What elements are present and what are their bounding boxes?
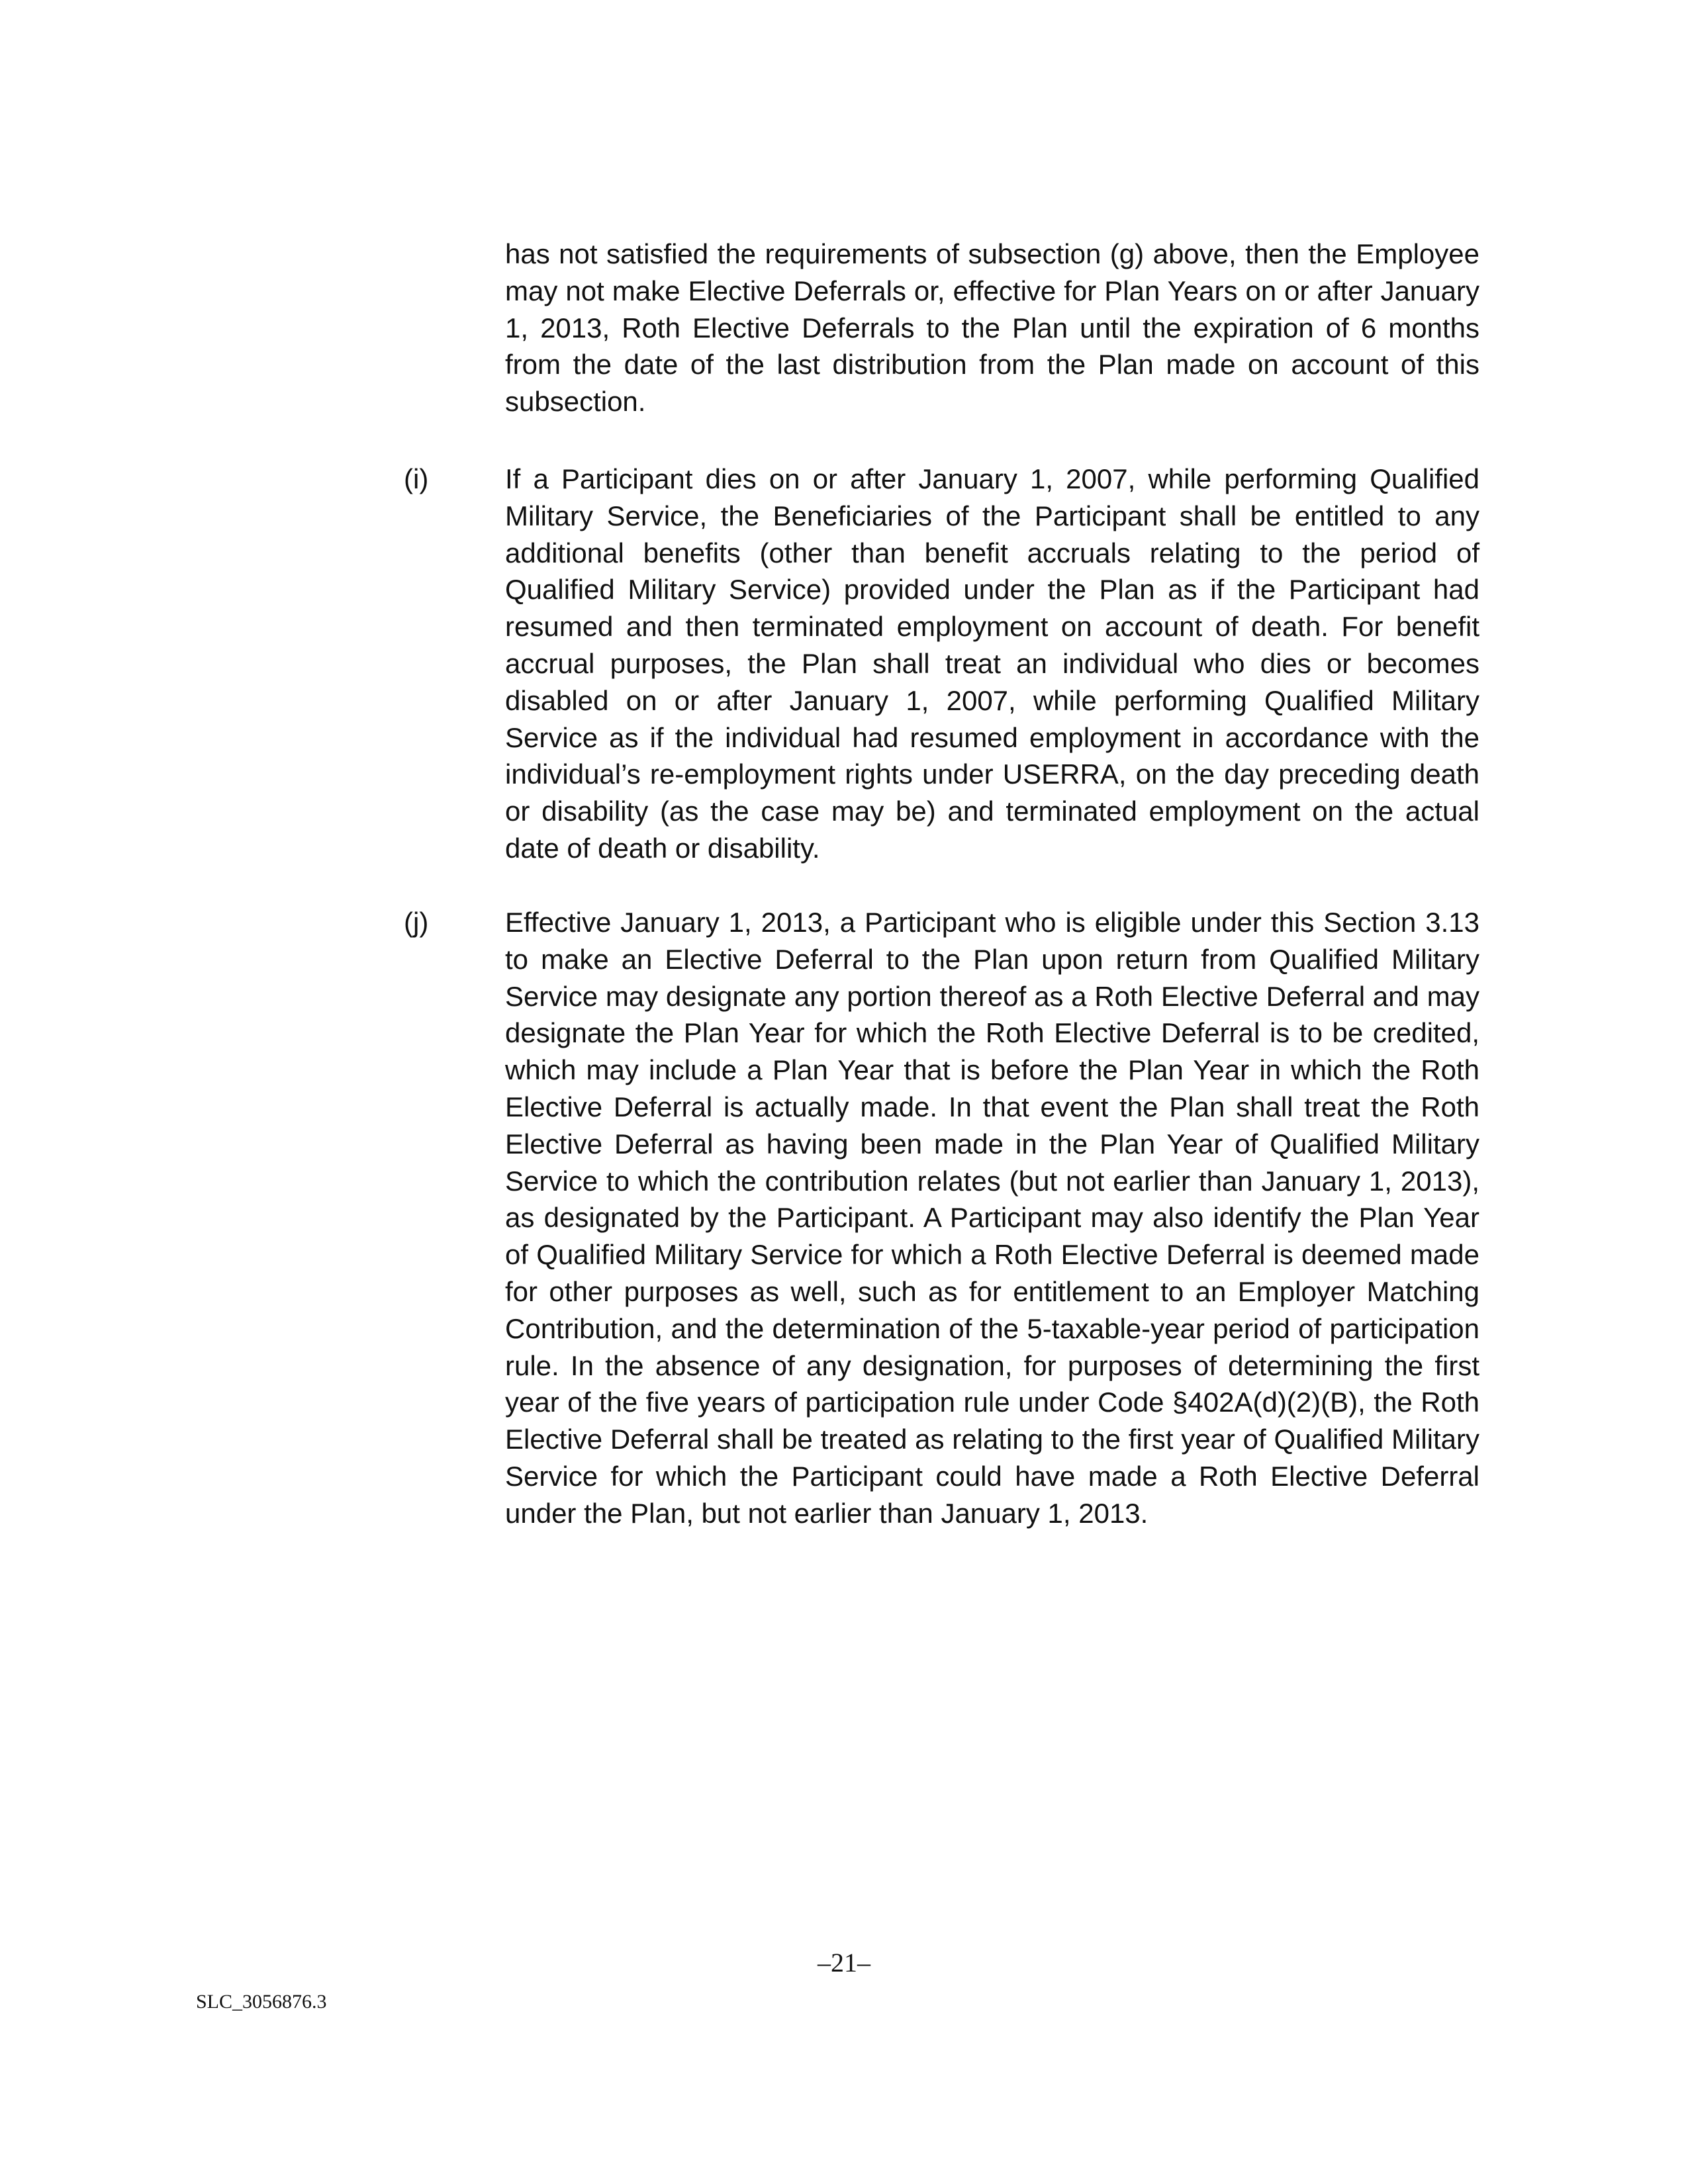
section-text-i: If a Participant dies on or after January 1, 2007, while performing Qualified Military Service, the Beneficiaries of the Participant shall be entitled to any additional benefits (other than benefit accruals relating to the period of Qualified Military Service) provided under the Plan as if the Participant had resumed and then terminated employment on account of death. For benefit accrual purposes, the Plan shall treat an individual who dies or becomes disabled on or after January 1, 2007, while performing Qualified Military Service as if the individual had resumed employment in accordance with the individual’s re-employment rights under USERRA, on the day preceding death or disability (as the case may be) and terminated employment on the actual date of death or disability. bbox=[505, 463, 1479, 864]
page-number: –21– bbox=[818, 1948, 870, 1978]
section-label-i: (i) bbox=[404, 463, 429, 494]
continuation-paragraph: has not satisfied the requirements of subsection (g) above, then the Employee may not make Elective Deferrals or, effective for Plan Years on or after January 1, 2013, Roth Elective Deferrals to the Plan until the expiration of 6 months from the date of the last distribution from the Plan made on account of this subsection. bbox=[505, 238, 1479, 418]
section-label-j: (j) bbox=[404, 907, 429, 938]
document-id: SLC_3056876.3 bbox=[196, 1991, 327, 2013]
section-text-j: Effective January 1, 2013, a Participant who is eligible under this Section 3.13 to make an Elective Deferral to the Plan upon return from Qualified Military Service may designate any portion thereof as a Roth Elective Deferral and may designate the Plan Year for which the Roth Elective Deferral is to be credited, which may include a Plan Year that is before the Plan Year in which the Roth Elective Deferral is actually made. In that event the Plan shall treat the Roth Elective Deferral as having been made in the Plan Year of Qualified Military Service to which the contribution relates (but not earlier than January 1, 2013), as designated by the Participant. A Participant may also identify the Plan Year of Qualified Military Service for which a Roth Elective Deferral is deemed made for other purposes as well, such as for entitlement to an Employer Matching Contribution, and the determination of the 5-taxable-year period of participation rule. In the absence of any designation, for purposes of determining the first year of the five years of participation rule under Code §402A(d)(2)(B), the Roth Elective Deferral shall be treated as relating to the first year of Qualified Military Service for which the Participant could have made a Roth Elective Deferral under the Plan, but not earlier than January 1, 2013. bbox=[505, 907, 1479, 1529]
